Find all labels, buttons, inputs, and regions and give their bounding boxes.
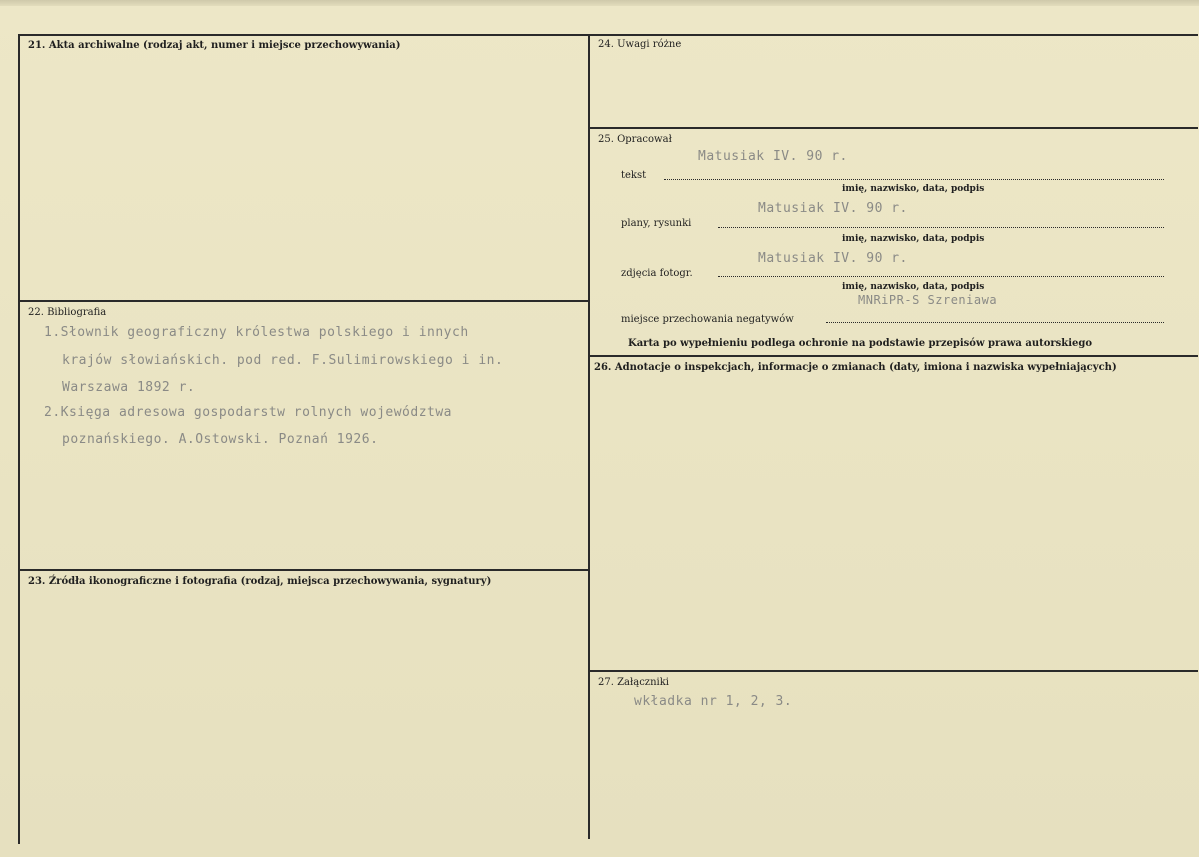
tekst-line <box>664 179 1164 180</box>
left-border <box>18 34 20 844</box>
copyright-note: Karta po wypełnieniu podlega ochronie na podstawie przepisów prawa autorskiego <box>628 338 1093 349</box>
bibliography-line-4: 2.Księga adresowa gospodarstw rolnych województwa <box>44 405 453 420</box>
plany-value: Matusiak IV. 90 r. <box>758 201 908 216</box>
negatives-location-label: miejsce przechowania negatywów <box>621 314 794 325</box>
attachments-value: wkładka nr 1, 2, 3. <box>634 694 793 709</box>
zdjecia-line <box>718 276 1164 277</box>
rule-26-27 <box>590 670 1198 672</box>
tekst-label: tekst <box>621 170 647 181</box>
section-23-label: 23. Źródła ikonograficzne i fotografia (rodzaj, miejsca przechowywania, sygnatury) <box>28 576 492 587</box>
bibliography-line-2: krajów słowiańskich. pod red. F.Sulimirowskiego i in. <box>62 353 504 368</box>
section-25-label: 25. Opracował <box>598 134 672 145</box>
plany-caption: imię, nazwisko, data, podpis <box>842 234 985 244</box>
section-24-label: 24. Uwagi różne <box>598 39 682 50</box>
zdjecia-caption: imię, nazwisko, data, podpis <box>842 282 985 292</box>
tekst-caption: imię, nazwisko, data, podpis <box>842 184 985 194</box>
section-21-label: 21. Akta archiwalne (rodzaj akt, numer i miejsce przechowywania) <box>28 40 401 51</box>
bibliography-line-3: Warszawa 1892 r. <box>62 380 196 395</box>
rule-24-25 <box>590 127 1198 129</box>
section-26-label: 26. Adnotacje o inspekcjach, informacje o zmianach (daty, imiona i nazwiska wypełniających) <box>594 362 1117 373</box>
section-22-label: 22. Bibliografia <box>28 307 107 318</box>
negatives-location-line <box>826 322 1164 323</box>
rule-22-23 <box>18 569 590 571</box>
negatives-location-value: MNRiPR-S Szreniawa <box>858 293 998 307</box>
top-rule <box>18 34 1198 36</box>
plany-line <box>718 227 1164 228</box>
tekst-value: Matusiak IV. 90 r. <box>698 149 848 164</box>
rule-25-26 <box>590 355 1198 357</box>
bibliography-line-1: 1.Słownik geograficzny królestwa polskiego i innych <box>44 325 469 340</box>
zdjecia-label: zdjęcia fotogr. <box>621 268 693 279</box>
plany-label: plany, rysunki <box>621 218 692 229</box>
zdjecia-value: Matusiak IV. 90 r. <box>758 251 908 266</box>
rule-21-22 <box>18 300 590 302</box>
bibliography-line-5: poznańskiego. A.Ostowski. Poznań 1926. <box>62 432 379 447</box>
center-divider <box>588 34 590 839</box>
section-27-label: 27. Załączniki <box>598 677 669 688</box>
card-top-edge <box>0 0 1199 6</box>
